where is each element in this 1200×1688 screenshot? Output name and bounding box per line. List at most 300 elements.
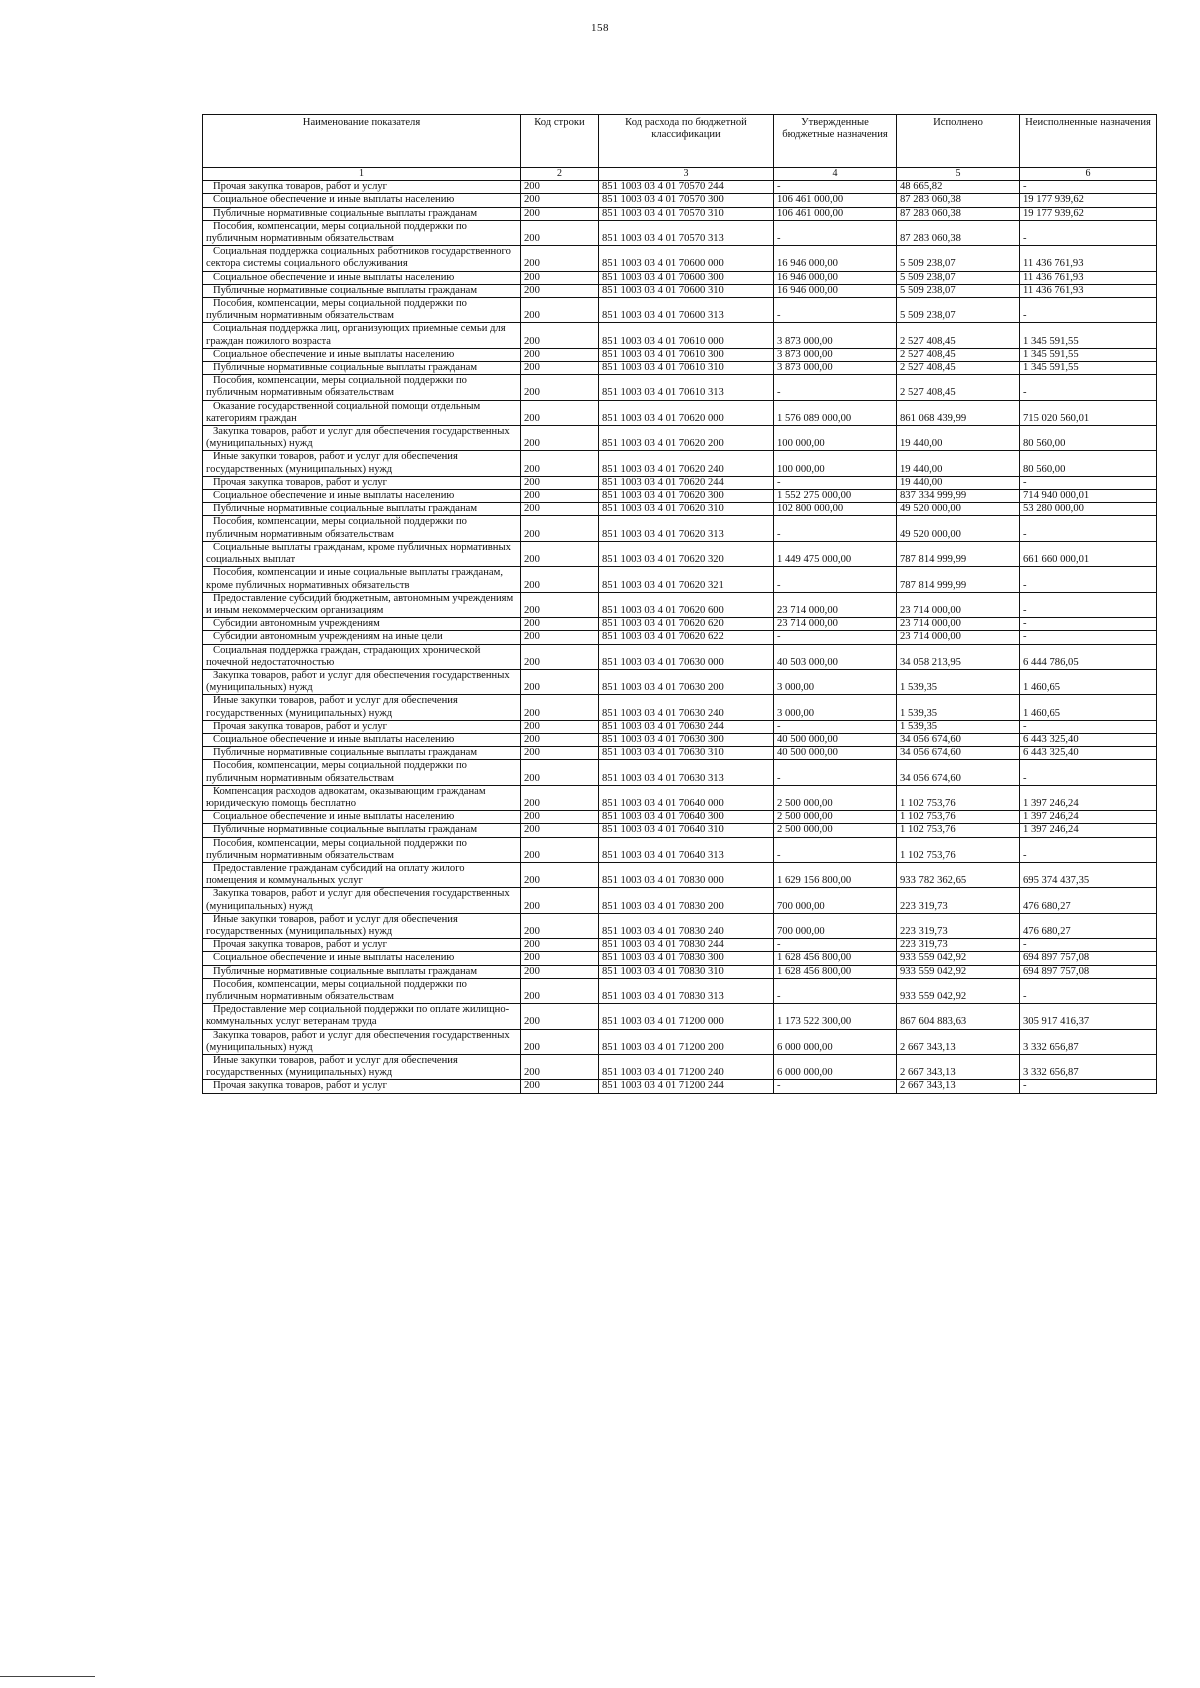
row-unexecuted-amount: 53 280 000,00 bbox=[1020, 503, 1157, 516]
row-budget-code: 851 1003 03 4 01 70620 240 bbox=[599, 451, 774, 476]
row-indicator-name: Пособия, компенсации, меры социальной поддержки по публичным нормативным обязательствам bbox=[203, 375, 521, 400]
row-executed-amount: 933 559 042,92 bbox=[897, 965, 1020, 978]
row-approved-amount: 16 946 000,00 bbox=[774, 284, 897, 297]
row-line-code: 200 bbox=[521, 978, 599, 1003]
row-budget-code: 851 1003 03 4 01 70630 200 bbox=[599, 669, 774, 694]
row-line-code: 200 bbox=[521, 837, 599, 862]
column-number: 1 bbox=[203, 168, 521, 181]
row-indicator-name: Социальное обеспечение и иные выплаты населению bbox=[203, 490, 521, 503]
table-row bbox=[203, 451, 1157, 476]
row-executed-amount: 223 319,73 bbox=[897, 939, 1020, 952]
row-line-code: 200 bbox=[521, 592, 599, 617]
row-indicator-name: Пособия, компенсации, меры социальной поддержки по публичным нормативным обязательствам bbox=[203, 220, 521, 245]
row-indicator-name: Публичные нормативные социальные выплаты гражданам bbox=[203, 747, 521, 760]
table-row bbox=[203, 695, 1157, 720]
row-budget-code: 851 1003 03 4 01 70610 300 bbox=[599, 348, 774, 361]
row-indicator-name: Публичные нормативные социальные выплаты гражданам bbox=[203, 503, 521, 516]
table-row bbox=[203, 284, 1157, 297]
table-row bbox=[203, 747, 1157, 760]
row-line-code: 200 bbox=[521, 618, 599, 631]
row-indicator-name: Социальное обеспечение и иные выплаты населению bbox=[203, 811, 521, 824]
row-indicator-name: Социальная поддержка социальных работников государственного сектора системы социального обслуживания bbox=[203, 246, 521, 271]
row-indicator-name: Оказание государственной социальной помощи отдельным категориям граждан bbox=[203, 400, 521, 425]
table-row bbox=[203, 375, 1157, 400]
row-budget-code: 851 1003 03 4 01 70620 300 bbox=[599, 490, 774, 503]
row-unexecuted-amount: 1 397 246,24 bbox=[1020, 824, 1157, 837]
row-approved-amount: - bbox=[774, 375, 897, 400]
row-line-code: 200 bbox=[521, 246, 599, 271]
row-executed-amount: 34 056 674,60 bbox=[897, 733, 1020, 746]
row-approved-amount: - bbox=[774, 631, 897, 644]
row-approved-amount: 6 000 000,00 bbox=[774, 1029, 897, 1054]
row-budget-code: 851 1003 03 4 01 70830 000 bbox=[599, 862, 774, 887]
table-row bbox=[203, 888, 1157, 913]
column-number: 2 bbox=[521, 168, 599, 181]
row-line-code: 200 bbox=[521, 348, 599, 361]
row-approved-amount: - bbox=[774, 837, 897, 862]
row-executed-amount: 1 102 753,76 bbox=[897, 837, 1020, 862]
row-executed-amount: 787 814 999,99 bbox=[897, 567, 1020, 592]
row-line-code: 200 bbox=[521, 862, 599, 887]
row-line-code: 200 bbox=[521, 1055, 599, 1080]
row-unexecuted-amount: 6 443 325,40 bbox=[1020, 733, 1157, 746]
row-budget-code: 851 1003 03 4 01 70620 620 bbox=[599, 618, 774, 631]
row-indicator-name: Социальное обеспечение и иные выплаты населению bbox=[203, 271, 521, 284]
row-budget-code: 851 1003 03 4 01 70630 310 bbox=[599, 747, 774, 760]
header-line-code: Код строки bbox=[521, 115, 599, 168]
row-approved-amount: 100 000,00 bbox=[774, 426, 897, 451]
row-unexecuted-amount: 1 397 246,24 bbox=[1020, 785, 1157, 810]
row-indicator-name: Прочая закупка товаров, работ и услуг bbox=[203, 939, 521, 952]
row-unexecuted-amount: - bbox=[1020, 592, 1157, 617]
table-row bbox=[203, 298, 1157, 323]
table-row bbox=[203, 837, 1157, 862]
row-executed-amount: 2 527 408,45 bbox=[897, 348, 1020, 361]
row-indicator-name: Социальная поддержка лиц, организующих приемные семьи для граждан пожилого возраста bbox=[203, 323, 521, 348]
row-budget-code: 851 1003 03 4 01 70640 313 bbox=[599, 837, 774, 862]
row-indicator-name: Иные закупки товаров, работ и услуг для обеспечения государственных (муниципальных) нужд bbox=[203, 913, 521, 938]
row-indicator-name: Иные закупки товаров, работ и услуг для обеспечения государственных (муниципальных) нужд bbox=[203, 451, 521, 476]
table-row bbox=[203, 811, 1157, 824]
row-indicator-name: Пособия, компенсации, меры социальной поддержки по публичным нормативным обязательствам bbox=[203, 298, 521, 323]
row-executed-amount: 5 509 238,07 bbox=[897, 271, 1020, 284]
row-budget-code: 851 1003 03 4 01 70610 313 bbox=[599, 375, 774, 400]
row-budget-code: 851 1003 03 4 01 70600 300 bbox=[599, 271, 774, 284]
column-number: 4 bbox=[774, 168, 897, 181]
row-executed-amount: 933 559 042,92 bbox=[897, 978, 1020, 1003]
row-executed-amount: 2 667 343,13 bbox=[897, 1080, 1020, 1093]
table-row bbox=[203, 952, 1157, 965]
row-budget-code: 851 1003 03 4 01 71200 200 bbox=[599, 1029, 774, 1054]
row-line-code: 200 bbox=[521, 824, 599, 837]
row-indicator-name: Предоставление гражданам субсидий на оплату жилого помещения и коммунальных услуг bbox=[203, 862, 521, 887]
table-row bbox=[203, 503, 1157, 516]
table-row bbox=[203, 669, 1157, 694]
row-approved-amount: 3 873 000,00 bbox=[774, 323, 897, 348]
row-unexecuted-amount: 714 940 000,01 bbox=[1020, 490, 1157, 503]
table-row bbox=[203, 644, 1157, 669]
row-indicator-name: Прочая закупка товаров, работ и услуг bbox=[203, 476, 521, 489]
row-line-code: 200 bbox=[521, 939, 599, 952]
row-executed-amount: 49 520 000,00 bbox=[897, 516, 1020, 541]
row-unexecuted-amount: 1 460,65 bbox=[1020, 669, 1157, 694]
row-executed-amount: 2 527 408,45 bbox=[897, 375, 1020, 400]
row-unexecuted-amount: 3 332 656,87 bbox=[1020, 1029, 1157, 1054]
row-executed-amount: 223 319,73 bbox=[897, 913, 1020, 938]
row-budget-code: 851 1003 03 4 01 70570 310 bbox=[599, 207, 774, 220]
row-approved-amount: 1 552 275 000,00 bbox=[774, 490, 897, 503]
table-row bbox=[203, 618, 1157, 631]
row-budget-code: 851 1003 03 4 01 70630 313 bbox=[599, 760, 774, 785]
row-approved-amount: 1 629 156 800,00 bbox=[774, 862, 897, 887]
row-indicator-name: Социальное обеспечение и иные выплаты населению bbox=[203, 194, 521, 207]
row-executed-amount: 5 509 238,07 bbox=[897, 298, 1020, 323]
row-line-code: 200 bbox=[521, 952, 599, 965]
row-unexecuted-amount: - bbox=[1020, 978, 1157, 1003]
row-executed-amount: 34 058 213,95 bbox=[897, 644, 1020, 669]
row-line-code: 200 bbox=[521, 965, 599, 978]
row-unexecuted-amount: 6 444 786,05 bbox=[1020, 644, 1157, 669]
row-budget-code: 851 1003 03 4 01 70830 244 bbox=[599, 939, 774, 952]
row-unexecuted-amount: - bbox=[1020, 516, 1157, 541]
row-budget-code: 851 1003 03 4 01 70620 200 bbox=[599, 426, 774, 451]
row-budget-code: 851 1003 03 4 01 70640 300 bbox=[599, 811, 774, 824]
row-approved-amount: 2 500 000,00 bbox=[774, 824, 897, 837]
row-unexecuted-amount: 80 560,00 bbox=[1020, 451, 1157, 476]
row-approved-amount: 1 449 475 000,00 bbox=[774, 541, 897, 566]
row-executed-amount: 1 539,35 bbox=[897, 669, 1020, 694]
row-executed-amount: 19 440,00 bbox=[897, 451, 1020, 476]
row-unexecuted-amount: 305 917 416,37 bbox=[1020, 1004, 1157, 1029]
header-executed: Исполнено bbox=[897, 115, 1020, 168]
table-row bbox=[203, 362, 1157, 375]
row-unexecuted-amount: - bbox=[1020, 181, 1157, 194]
row-indicator-name: Предоставление мер социальной поддержки по оплате жилищно-коммунальных услуг ветеранам труда bbox=[203, 1004, 521, 1029]
row-line-code: 200 bbox=[521, 567, 599, 592]
row-approved-amount: 23 714 000,00 bbox=[774, 592, 897, 617]
row-unexecuted-amount: - bbox=[1020, 837, 1157, 862]
row-unexecuted-amount: 11 436 761,93 bbox=[1020, 271, 1157, 284]
row-approved-amount: 1 576 089 000,00 bbox=[774, 400, 897, 425]
row-unexecuted-amount: 80 560,00 bbox=[1020, 426, 1157, 451]
row-unexecuted-amount: - bbox=[1020, 375, 1157, 400]
row-executed-amount: 2 527 408,45 bbox=[897, 323, 1020, 348]
row-line-code: 200 bbox=[521, 451, 599, 476]
row-indicator-name: Компенсация расходов адвокатам, оказывающим гражданам юридическую помощь бесплатно bbox=[203, 785, 521, 810]
row-unexecuted-amount: 6 443 325,40 bbox=[1020, 747, 1157, 760]
row-line-code: 200 bbox=[521, 747, 599, 760]
row-approved-amount: 40 503 000,00 bbox=[774, 644, 897, 669]
row-indicator-name: Иные закупки товаров, работ и услуг для обеспечения государственных (муниципальных) нужд bbox=[203, 1055, 521, 1080]
row-indicator-name: Публичные нормативные социальные выплаты гражданам bbox=[203, 284, 521, 297]
row-budget-code: 851 1003 03 4 01 70610 000 bbox=[599, 323, 774, 348]
header-budget-classification-code: Код расхода по бюджетной классификации bbox=[599, 115, 774, 168]
table-row bbox=[203, 516, 1157, 541]
row-line-code: 200 bbox=[521, 631, 599, 644]
row-line-code: 200 bbox=[521, 760, 599, 785]
table-row bbox=[203, 476, 1157, 489]
row-unexecuted-amount: 19 177 939,62 bbox=[1020, 207, 1157, 220]
row-unexecuted-amount: 694 897 757,08 bbox=[1020, 952, 1157, 965]
row-line-code: 200 bbox=[521, 669, 599, 694]
row-budget-code: 851 1003 03 4 01 70830 310 bbox=[599, 965, 774, 978]
row-line-code: 200 bbox=[521, 400, 599, 425]
header-approved-appropriations: Утвержденные бюджетные назначения bbox=[774, 115, 897, 168]
row-budget-code: 851 1003 03 4 01 70630 244 bbox=[599, 720, 774, 733]
row-unexecuted-amount: 695 374 437,35 bbox=[1020, 862, 1157, 887]
row-unexecuted-amount: 476 680,27 bbox=[1020, 888, 1157, 913]
row-budget-code: 851 1003 03 4 01 70620 244 bbox=[599, 476, 774, 489]
row-executed-amount: 2 667 343,13 bbox=[897, 1029, 1020, 1054]
row-budget-code: 851 1003 03 4 01 70620 310 bbox=[599, 503, 774, 516]
row-unexecuted-amount: 19 177 939,62 bbox=[1020, 194, 1157, 207]
row-line-code: 200 bbox=[521, 476, 599, 489]
row-indicator-name: Предоставление субсидий бюджетным, автономным учреждениям и иным некоммерческим организациям bbox=[203, 592, 521, 617]
row-executed-amount: 2 667 343,13 bbox=[897, 1055, 1020, 1080]
row-executed-amount: 2 527 408,45 bbox=[897, 362, 1020, 375]
row-line-code: 200 bbox=[521, 362, 599, 375]
row-budget-code: 851 1003 03 4 01 70600 313 bbox=[599, 298, 774, 323]
row-budget-code: 851 1003 03 4 01 71200 244 bbox=[599, 1080, 774, 1093]
row-budget-code: 851 1003 03 4 01 70600 310 bbox=[599, 284, 774, 297]
row-executed-amount: 23 714 000,00 bbox=[897, 631, 1020, 644]
table-row bbox=[203, 220, 1157, 245]
row-unexecuted-amount: 715 020 560,01 bbox=[1020, 400, 1157, 425]
header-indicator-name: Наименование показателя bbox=[203, 115, 521, 168]
row-budget-code: 851 1003 03 4 01 70630 300 bbox=[599, 733, 774, 746]
row-line-code: 200 bbox=[521, 720, 599, 733]
row-executed-amount: 87 283 060,38 bbox=[897, 207, 1020, 220]
table-row bbox=[203, 1080, 1157, 1093]
table-row bbox=[203, 181, 1157, 194]
row-approved-amount: 106 461 000,00 bbox=[774, 194, 897, 207]
row-approved-amount: 3 000,00 bbox=[774, 695, 897, 720]
row-unexecuted-amount: 1 345 591,55 bbox=[1020, 348, 1157, 361]
row-executed-amount: 87 283 060,38 bbox=[897, 220, 1020, 245]
row-line-code: 200 bbox=[521, 271, 599, 284]
table-row bbox=[203, 1029, 1157, 1054]
row-unexecuted-amount: 1 345 591,55 bbox=[1020, 323, 1157, 348]
table-row bbox=[203, 720, 1157, 733]
row-indicator-name: Закупка товаров, работ и услуг для обеспечения государственных (муниципальных) нужд bbox=[203, 426, 521, 451]
row-approved-amount: - bbox=[774, 720, 897, 733]
column-number: 5 bbox=[897, 168, 1020, 181]
row-unexecuted-amount: 11 436 761,93 bbox=[1020, 246, 1157, 271]
row-budget-code: 851 1003 03 4 01 70570 313 bbox=[599, 220, 774, 245]
budget-execution-table bbox=[202, 114, 1157, 1094]
row-approved-amount: - bbox=[774, 978, 897, 1003]
table-row bbox=[203, 323, 1157, 348]
row-budget-code: 851 1003 03 4 01 70830 313 bbox=[599, 978, 774, 1003]
row-line-code: 200 bbox=[521, 426, 599, 451]
column-number: 3 bbox=[599, 168, 774, 181]
row-line-code: 200 bbox=[521, 1029, 599, 1054]
row-budget-code: 851 1003 03 4 01 70830 200 bbox=[599, 888, 774, 913]
row-line-code: 200 bbox=[521, 733, 599, 746]
row-approved-amount: 700 000,00 bbox=[774, 888, 897, 913]
row-line-code: 200 bbox=[521, 888, 599, 913]
row-approved-amount: - bbox=[774, 567, 897, 592]
row-line-code: 200 bbox=[521, 1004, 599, 1029]
row-approved-amount: - bbox=[774, 939, 897, 952]
row-budget-code: 851 1003 03 4 01 70600 000 bbox=[599, 246, 774, 271]
table-row bbox=[203, 733, 1157, 746]
row-indicator-name: Прочая закупка товаров, работ и услуг bbox=[203, 1080, 521, 1093]
row-unexecuted-amount: 1 345 591,55 bbox=[1020, 362, 1157, 375]
row-unexecuted-amount: - bbox=[1020, 631, 1157, 644]
table-row bbox=[203, 271, 1157, 284]
row-approved-amount: - bbox=[774, 181, 897, 194]
row-approved-amount: 2 500 000,00 bbox=[774, 785, 897, 810]
header-unexecuted-appropriations: Неисполненные назначения bbox=[1020, 115, 1157, 168]
row-unexecuted-amount: - bbox=[1020, 220, 1157, 245]
row-line-code: 200 bbox=[521, 1080, 599, 1093]
row-indicator-name: Пособия, компенсации, меры социальной поддержки по публичным нормативным обязательствам bbox=[203, 516, 521, 541]
table-row bbox=[203, 541, 1157, 566]
row-indicator-name: Закупка товаров, работ и услуг для обеспечения государственных (муниципальных) нужд bbox=[203, 1029, 521, 1054]
row-executed-amount: 1 102 753,76 bbox=[897, 811, 1020, 824]
row-approved-amount: 102 800 000,00 bbox=[774, 503, 897, 516]
row-approved-amount: 40 500 000,00 bbox=[774, 747, 897, 760]
row-line-code: 200 bbox=[521, 913, 599, 938]
table-row bbox=[203, 760, 1157, 785]
row-indicator-name: Социальное обеспечение и иные выплаты населению bbox=[203, 952, 521, 965]
row-line-code: 200 bbox=[521, 220, 599, 245]
row-indicator-name: Социальные выплаты гражданам, кроме публичных нормативных социальных выплат bbox=[203, 541, 521, 566]
row-unexecuted-amount: 3 332 656,87 bbox=[1020, 1055, 1157, 1080]
row-budget-code: 851 1003 03 4 01 71200 000 bbox=[599, 1004, 774, 1029]
row-approved-amount: - bbox=[774, 1080, 897, 1093]
row-approved-amount: 1 173 522 300,00 bbox=[774, 1004, 897, 1029]
row-unexecuted-amount: - bbox=[1020, 720, 1157, 733]
row-approved-amount: 40 500 000,00 bbox=[774, 733, 897, 746]
table-row bbox=[203, 246, 1157, 271]
table-row bbox=[203, 824, 1157, 837]
row-indicator-name: Субсидии автономным учреждениям bbox=[203, 618, 521, 631]
row-budget-code: 851 1003 03 4 01 70620 313 bbox=[599, 516, 774, 541]
row-indicator-name: Публичные нормативные социальные выплаты гражданам bbox=[203, 362, 521, 375]
row-budget-code: 851 1003 03 4 01 70630 000 bbox=[599, 644, 774, 669]
column-number: 6 bbox=[1020, 168, 1157, 181]
row-executed-amount: 5 509 238,07 bbox=[897, 284, 1020, 297]
row-approved-amount: 23 714 000,00 bbox=[774, 618, 897, 631]
header-number-row bbox=[203, 168, 1157, 181]
row-approved-amount: - bbox=[774, 298, 897, 323]
table-row bbox=[203, 978, 1157, 1003]
table-row bbox=[203, 862, 1157, 887]
row-line-code: 200 bbox=[521, 323, 599, 348]
row-executed-amount: 1 102 753,76 bbox=[897, 785, 1020, 810]
row-approved-amount: 1 628 456 800,00 bbox=[774, 952, 897, 965]
row-budget-code: 851 1003 03 4 01 70620 321 bbox=[599, 567, 774, 592]
row-unexecuted-amount: - bbox=[1020, 618, 1157, 631]
row-indicator-name: Пособия, компенсации, меры социальной поддержки по публичным нормативным обязательствам bbox=[203, 760, 521, 785]
table-row bbox=[203, 785, 1157, 810]
row-line-code: 200 bbox=[521, 785, 599, 810]
scan-edge-mark bbox=[0, 1676, 95, 1677]
row-budget-code: 851 1003 03 4 01 70630 240 bbox=[599, 695, 774, 720]
row-unexecuted-amount: 476 680,27 bbox=[1020, 913, 1157, 938]
row-executed-amount: 19 440,00 bbox=[897, 426, 1020, 451]
table-row bbox=[203, 1004, 1157, 1029]
table-row bbox=[203, 592, 1157, 617]
row-executed-amount: 23 714 000,00 bbox=[897, 592, 1020, 617]
row-approved-amount: - bbox=[774, 476, 897, 489]
row-budget-code: 851 1003 03 4 01 70570 244 bbox=[599, 181, 774, 194]
row-unexecuted-amount: - bbox=[1020, 939, 1157, 952]
row-indicator-name: Социальная поддержка граждан, страдающих хронической почечной недостаточностью bbox=[203, 644, 521, 669]
row-unexecuted-amount: 694 897 757,08 bbox=[1020, 965, 1157, 978]
row-budget-code: 851 1003 03 4 01 70610 310 bbox=[599, 362, 774, 375]
row-executed-amount: 1 539,35 bbox=[897, 720, 1020, 733]
row-executed-amount: 1 539,35 bbox=[897, 695, 1020, 720]
row-approved-amount: 700 000,00 bbox=[774, 913, 897, 938]
row-indicator-name: Прочая закупка товаров, работ и услуг bbox=[203, 181, 521, 194]
row-line-code: 200 bbox=[521, 503, 599, 516]
row-executed-amount: 787 814 999,99 bbox=[897, 541, 1020, 566]
table-row bbox=[203, 400, 1157, 425]
row-approved-amount: 3 873 000,00 bbox=[774, 348, 897, 361]
row-approved-amount: 1 628 456 800,00 bbox=[774, 965, 897, 978]
row-executed-amount: 49 520 000,00 bbox=[897, 503, 1020, 516]
header-row bbox=[203, 115, 1157, 168]
row-executed-amount: 933 559 042,92 bbox=[897, 952, 1020, 965]
row-executed-amount: 861 068 439,99 bbox=[897, 400, 1020, 425]
row-executed-amount: 48 665,82 bbox=[897, 181, 1020, 194]
row-indicator-name: Закупка товаров, работ и услуг для обеспечения государственных (муниципальных) нужд bbox=[203, 669, 521, 694]
row-line-code: 200 bbox=[521, 375, 599, 400]
row-line-code: 200 bbox=[521, 695, 599, 720]
row-indicator-name: Иные закупки товаров, работ и услуг для обеспечения государственных (муниципальных) нужд bbox=[203, 695, 521, 720]
row-budget-code: 851 1003 03 4 01 71200 240 bbox=[599, 1055, 774, 1080]
row-budget-code: 851 1003 03 4 01 70620 622 bbox=[599, 631, 774, 644]
row-approved-amount: 3 873 000,00 bbox=[774, 362, 897, 375]
row-approved-amount: 16 946 000,00 bbox=[774, 246, 897, 271]
row-approved-amount: 2 500 000,00 bbox=[774, 811, 897, 824]
row-indicator-name: Закупка товаров, работ и услуг для обеспечения государственных (муниципальных) нужд bbox=[203, 888, 521, 913]
table-row bbox=[203, 348, 1157, 361]
row-executed-amount: 837 334 999,99 bbox=[897, 490, 1020, 503]
row-unexecuted-amount: 11 436 761,93 bbox=[1020, 284, 1157, 297]
row-unexecuted-amount: 1 460,65 bbox=[1020, 695, 1157, 720]
row-line-code: 200 bbox=[521, 284, 599, 297]
row-budget-code: 851 1003 03 4 01 70620 600 bbox=[599, 592, 774, 617]
row-approved-amount: 16 946 000,00 bbox=[774, 271, 897, 284]
row-executed-amount: 34 056 674,60 bbox=[897, 747, 1020, 760]
row-approved-amount: 6 000 000,00 bbox=[774, 1055, 897, 1080]
row-budget-code: 851 1003 03 4 01 70570 300 bbox=[599, 194, 774, 207]
row-unexecuted-amount: - bbox=[1020, 298, 1157, 323]
row-executed-amount: 1 102 753,76 bbox=[897, 824, 1020, 837]
row-line-code: 200 bbox=[521, 644, 599, 669]
row-budget-code: 851 1003 03 4 01 70830 240 bbox=[599, 913, 774, 938]
row-indicator-name: Социальное обеспечение и иные выплаты населению bbox=[203, 348, 521, 361]
table-row bbox=[203, 631, 1157, 644]
table-row bbox=[203, 939, 1157, 952]
row-line-code: 200 bbox=[521, 207, 599, 220]
row-line-code: 200 bbox=[521, 298, 599, 323]
row-unexecuted-amount: - bbox=[1020, 567, 1157, 592]
row-approved-amount: 106 461 000,00 bbox=[774, 207, 897, 220]
row-unexecuted-amount: 1 397 246,24 bbox=[1020, 811, 1157, 824]
row-approved-amount: - bbox=[774, 516, 897, 541]
row-executed-amount: 867 604 883,63 bbox=[897, 1004, 1020, 1029]
row-budget-code: 851 1003 03 4 01 70830 300 bbox=[599, 952, 774, 965]
page-number: 158 bbox=[591, 22, 609, 34]
table-row bbox=[203, 965, 1157, 978]
table-row bbox=[203, 207, 1157, 220]
row-indicator-name: Пособия, компенсации и иные социальные выплаты гражданам, кроме публичных нормативных обязательств bbox=[203, 567, 521, 592]
